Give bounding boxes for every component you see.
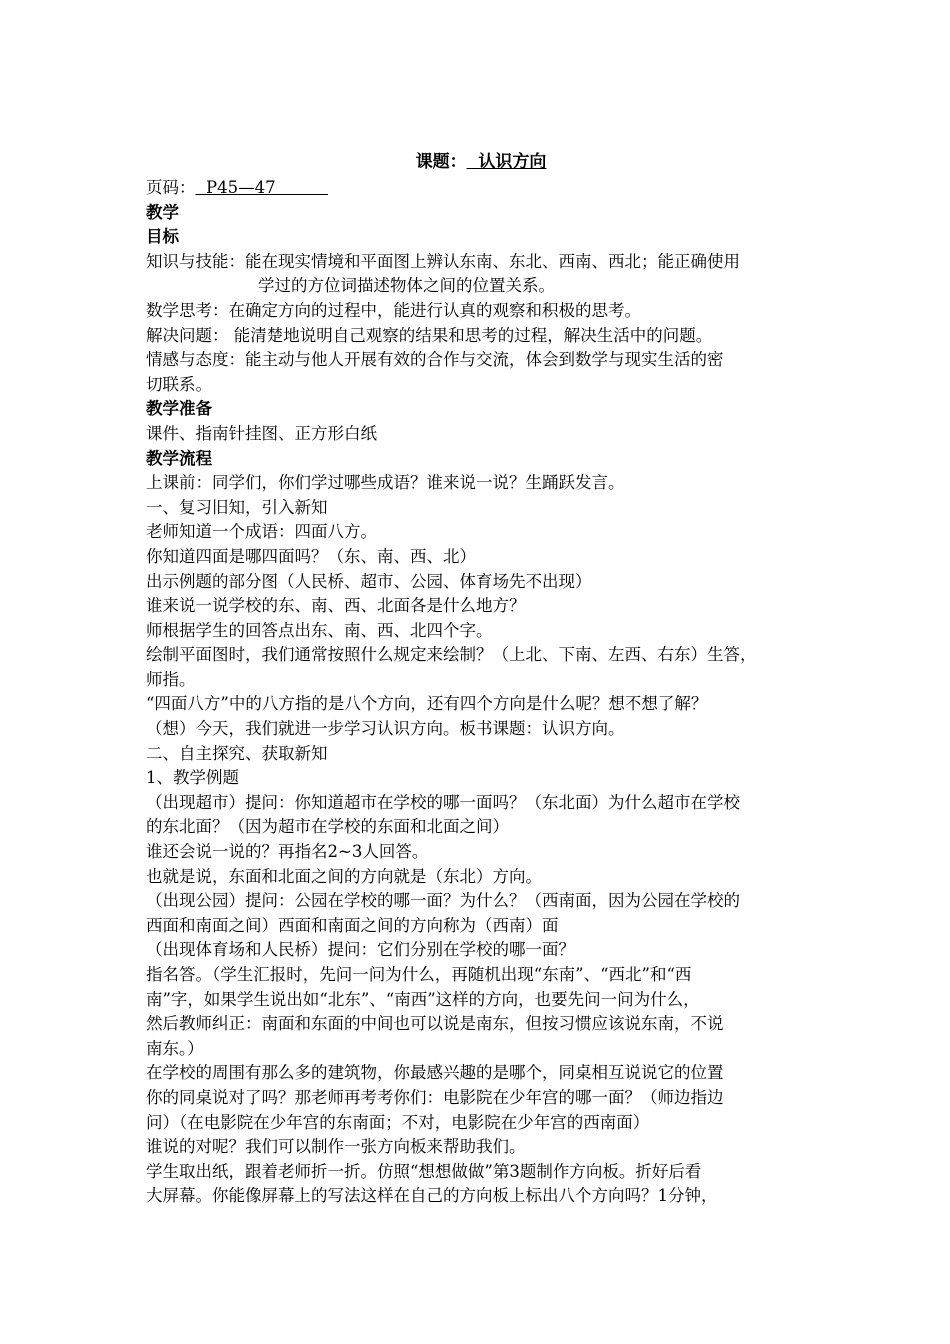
text-line: 出示例题的部分图（人民桥、超市、公园、体育场先不出现） (146, 571, 592, 591)
text-line: 指名答。（学生汇报时，先问一问为什么，再随机出现“东南”、“西北”和“西 (146, 965, 692, 984)
text-line: 你的同桌说对了吗？那老师再考考你们：电影院在少年宫的哪一面？（师边指边 (146, 1087, 724, 1107)
text-line: 学过的方位词描述物体之间的位置关系。 (258, 276, 555, 296)
text-line: 一、复习旧知，引入新知 (146, 497, 328, 517)
text-line: 老师知道一个成语：四面八方。 (146, 522, 377, 542)
text-line: 南”字，如果学生说出如“北东”、“南西”这样的方向，也要先问一问为什么， (146, 989, 700, 1009)
text-line: 学生取出纸，跟着老师折一折。仿照“想想做做”第3题制作方向板。折好后看 (146, 1161, 702, 1181)
text-line: 谁来说一说学校的东、南、西、北面各是什么地方？ (146, 596, 526, 616)
text-line: （出现公园）提问：公园在学校的哪一面？为什么？（西南面，因为公园在学校的 (146, 891, 740, 911)
page-code-label: 页码： (146, 178, 196, 197)
lesson-title (146, 150, 816, 176)
section-heading: 教学 (146, 202, 179, 222)
text-line: “四面八方”中的八方指的是八个方向，还有四个方向是什么呢？想不想了解？ (146, 694, 708, 714)
text-line: 解决问题： 能清楚地说明自己观察的结果和思考的过程，解决生活中的问题。 (146, 325, 713, 345)
text-line: 西面和南面之间）西面和南面之间的方向称为（西南）面 (146, 915, 559, 935)
text-line: 大屏幕。你能像屏幕上的写法这样在自己的方向板上标出八个方向吗？1分钟， (146, 1186, 718, 1206)
text-line: （想）今天，我们就进一步学习认识方向。板书课题：认识方向。 (146, 719, 625, 739)
text-line: 在学校的周围有那么多的建筑物，你最感兴趣的是哪个，同桌相互说说它的位置 (146, 1063, 724, 1083)
page-code-line (146, 176, 816, 201)
lesson-title-label: 课题： (415, 152, 467, 172)
text-line: 情感与态度：能主动与他人开展有效的合作与交流，体会到数学与现实生活的密 (146, 350, 724, 370)
text-line: 然后教师纠正：南面和东面的中间也可以说是南东，但按习惯应该说东南，不说 (146, 1014, 724, 1034)
text-line: 二、自主探究、获取新知 (146, 743, 328, 763)
lesson-title-value: 认识方向 (466, 152, 547, 172)
text-line: 切联系。 (146, 374, 212, 394)
text-line: 谁说的对呢？我们可以制作一张方向板来帮助我们。 (146, 1137, 526, 1157)
text-line: 南东。） (146, 1038, 204, 1058)
text-line: 师根据学生的回答点出东、南、西、北四个字。 (146, 620, 493, 640)
text-line: 也就是说，东面和北面之间的方向就是（东北）方向。 (146, 866, 542, 886)
text-line: 数学思考：在确定方向的过程中，能进行认真的观察和积极的思考。 (146, 300, 641, 320)
document-page (146, 150, 816, 1209)
text-line: （出现体育场和人民桥）提问：它们分别在学校的哪一面？ (146, 940, 575, 960)
text-line: 上课前：同学们，你们学过哪些成语？谁来说一说？生踊跃发言。 (146, 473, 625, 493)
text-line: 绘制平面图时，我们通常按照什么规定来绘制？（上北、下南、左西、右东）生答， (146, 645, 757, 665)
text-line: 知识与技能：能在现实情境和平面图上辨认东南、东北、西南、西北；能正确使用 (146, 251, 740, 271)
section-heading: 目标 (146, 227, 179, 247)
section-heading: 教学流程 (146, 448, 212, 468)
section-heading: 教学准备 (146, 399, 212, 419)
text-line: 你知道四面是哪四面吗？（东、南、西、北） (146, 546, 476, 566)
text-line: 谁还会说一说的？再指名2~3人回答。 (146, 842, 429, 862)
text-line: （出现超市）提问：你知道超市在学校的哪一面吗？（东北面）为什么超市在学校 (146, 792, 740, 812)
page-code-value: P45—47 (195, 178, 329, 197)
text-line: 课件、指南针挂图、正方形白纸 (146, 423, 377, 443)
text-line: 师指。 (146, 669, 196, 689)
text-line: 问）（在电影院在少年宫的东南面；不对，电影院在少年宫的西南面） (146, 1112, 650, 1132)
text-line: 1、教学例题 (146, 768, 239, 788)
text-line: 的东北面？（因为超市在学校的东面和北面之间） (146, 817, 509, 837)
lesson-body (146, 201, 816, 1209)
